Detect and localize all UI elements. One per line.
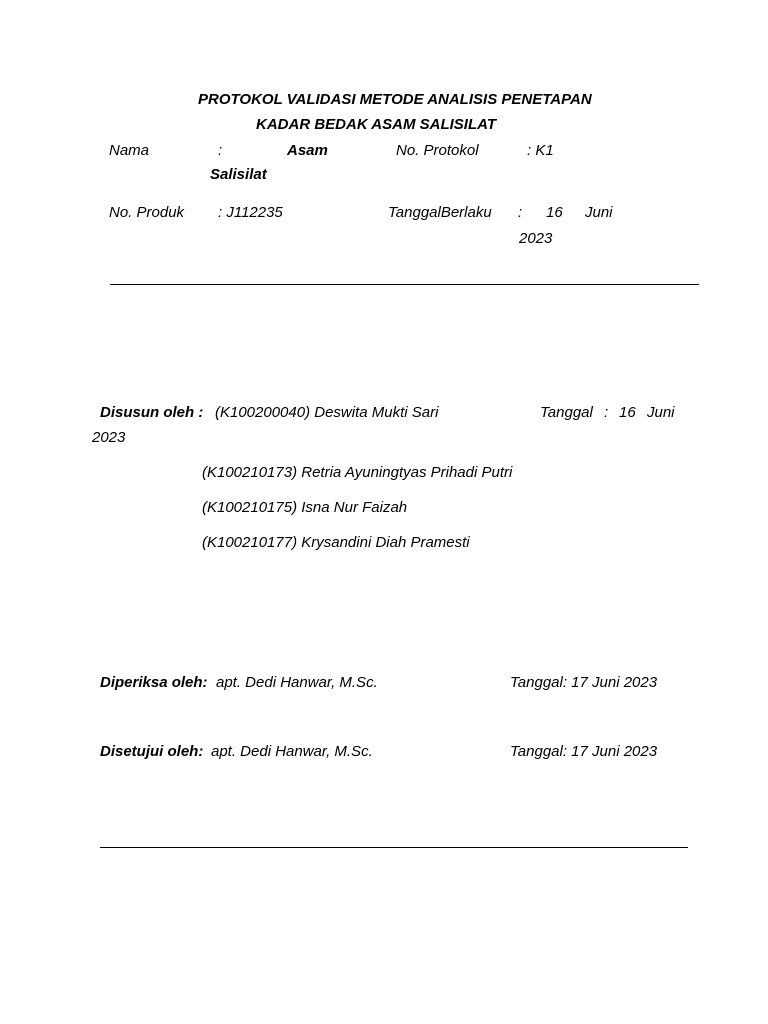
disusun-label: Disusun oleh : (100, 404, 204, 421)
disetujui-tanggal: Tanggal: 17 Juni 2023 (510, 743, 658, 760)
protokol-label: No. Protokol (396, 142, 479, 159)
disusun-author-1: (K100200040) Deswita Mukti Sari (215, 404, 439, 421)
nama-colon: : (218, 142, 223, 159)
tanggal-berlaku-year: 2023 (519, 230, 553, 247)
disusun-author-4: (K100210177) Krysandini Diah Pramesti (202, 534, 470, 551)
document-title-line-2: KADAR BEDAK ASAM SALISILAT (256, 116, 496, 133)
tanggal-berlaku-colon: : (518, 204, 523, 221)
diperiksa-label: Diperiksa oleh: (100, 674, 208, 691)
nama-value-line-1: Asam (287, 142, 328, 159)
disusun-author-2: (K100210173) Retria Ayuningtyas Prihadi Putri (202, 464, 513, 481)
diperiksa-tanggal: Tanggal: 17 Juni 2023 (510, 674, 658, 691)
produk-label: No. Produk (109, 204, 185, 221)
tanggal-berlaku-label: TanggalBerlaku (388, 204, 492, 221)
disusun-tanggal-day: 16 (619, 404, 636, 421)
disusun-author-3: (K100210175) Isna Nur Faizah (202, 499, 408, 516)
diperiksa-name: apt. Dedi Hanwar, M.Sc. (216, 674, 378, 691)
disusun-tanggal-colon: : (604, 404, 609, 421)
produk-value: : J112235 (218, 204, 283, 221)
nama-value-line-2: Salisilat (210, 166, 267, 183)
protokol-value: : K1 (527, 142, 554, 159)
disetujui-name: apt. Dedi Hanwar, M.Sc. (211, 743, 373, 760)
disusun-tanggal-year: 2023 (92, 429, 126, 446)
header-divider (110, 284, 699, 285)
nama-label: Nama (109, 142, 150, 159)
disetujui-label: Disetujui oleh: (100, 743, 204, 760)
disusun-tanggal-label: Tanggal (540, 404, 593, 421)
tanggal-berlaku-day: 16 (546, 204, 563, 221)
disusun-tanggal-month: Juni (647, 404, 675, 421)
document-title-line-1: PROTOKOL VALIDASI METODE ANALISIS PENETAPAN (198, 91, 592, 108)
tanggal-berlaku-month: Juni (585, 204, 613, 221)
footer-divider (100, 847, 688, 848)
